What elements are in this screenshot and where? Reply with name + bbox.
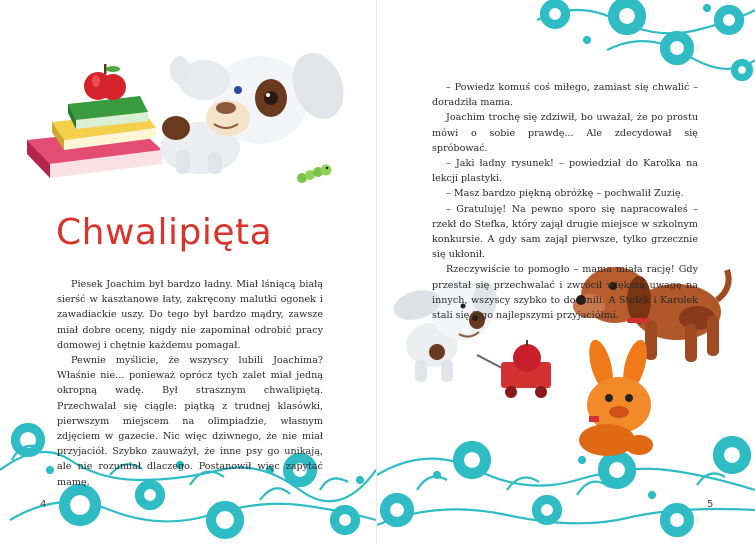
floral-ornament-icon (537, 0, 755, 80)
paragraph: Pewnie myślicie, że wszyscy lubili Joachima? Właśnie nie... ponieważ oprócz tych zalet miał jedną okropną wadę. Był strasznym chwalipiętą. Przechwalał się ciągle: piątką z trudnej klasówki, pierwszym miejscem na olimpiadzie, własnym zdjęciem w gazecie. Nic więc dziwnego, że nie miał przyjaciół. Szybko zauważył, że inne psy go unikają, ale nie rozumiał dlaczego. Postanowił więc zapytać mamę. (57, 355, 323, 488)
paragraph: – Powiedz komuś coś miłego, zamiast się chwalić – doradziła mama. (432, 82, 698, 109)
page-number-right: 5 (707, 499, 714, 510)
orange-bunny-illustration (579, 337, 653, 456)
paragraph: Joachim trochę się zdziwił, bo uważał, że po prostu mówi o sobie prawdę... Ale zdecydował się spróbować. (432, 112, 698, 154)
floral-ornament-icon (377, 437, 755, 536)
story-title: Chwalipięta (56, 212, 273, 253)
paragraph: Piesek Joachim był bardzo ładny. Miał lśniącą białą sierść w kasztanowe łaty, zakręcony malutki ogonek i zawadiackie uszy. Do tego był bardzo mądry, zawsze miał dobre oceny, nigdy nie zapominał odrobić pracy domowej i chętnie każdemu pomagał. (57, 279, 323, 351)
page-number-left: 4 (40, 499, 47, 510)
paragraph: Rzeczywiście to pomogło – mama miała rację! Gdy przestał się przechwalać i zwrócił większą uwagę na innych, wszyscy szybko to docenili. A Stefek i Karolek stali się jego najlepszymi przyjaciółmi. (432, 264, 698, 322)
apple-icon (84, 64, 126, 100)
right-page-text (432, 80, 698, 323)
paragraph: – Jaki ładny rysunek! – powiedział do Karolka na lekcji plastyki. (432, 158, 698, 185)
paragraph: – Gratuluję! Na pewno sporo się napracowałeś – rzekł do Stefka, który zajął drugie miejsce w szkolnym konkursie. A gdy sam zajął pierwsze, tylko grzecznie się ukłonił. (432, 203, 698, 261)
left-page (0, 0, 376, 544)
cart-icon (501, 340, 551, 398)
puppy-joachim-illustration (160, 46, 352, 174)
left-page-text (57, 277, 323, 490)
right-page (377, 0, 755, 544)
paragraph: – Masz bardzo piękną obróżkę – pochwalił Zuzię. (446, 188, 684, 200)
caterpillar-icon (297, 165, 332, 184)
books-icon (27, 96, 162, 178)
